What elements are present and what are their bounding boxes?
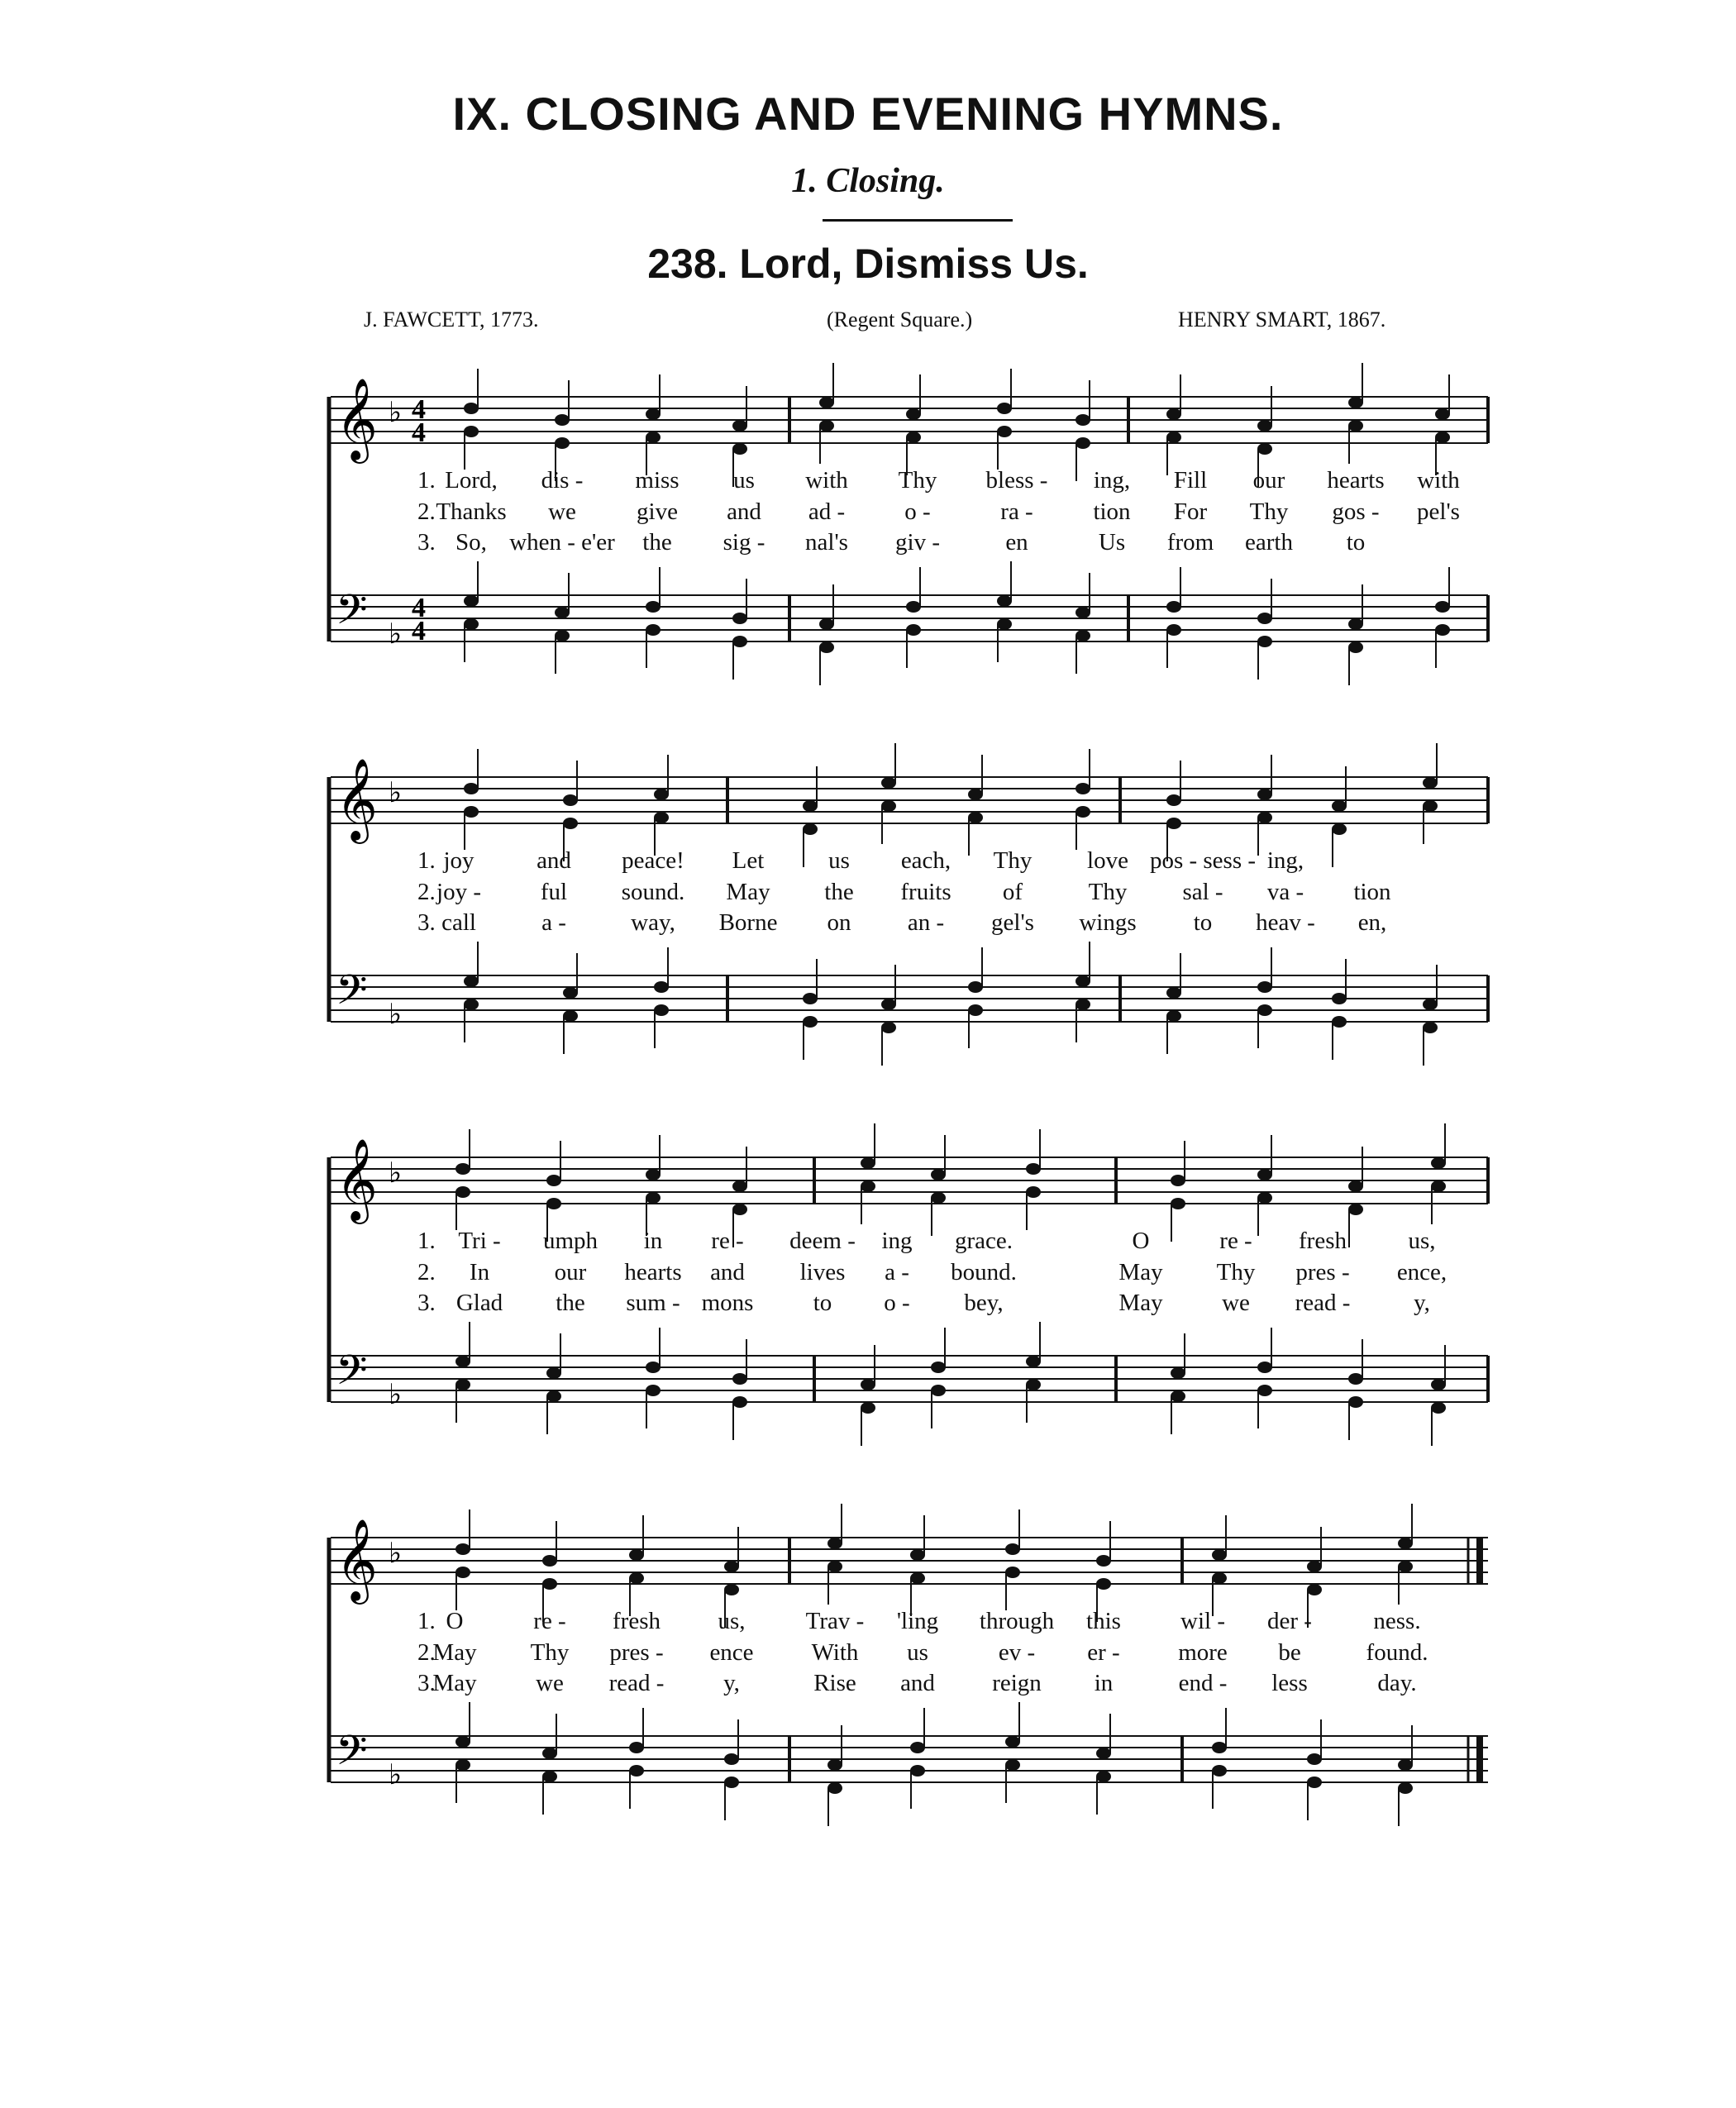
lyric-syllable: O	[1132, 1228, 1150, 1254]
lyric-line-verse-1	[0, 847, 1736, 877]
treble-clef-icon: 𝄞	[336, 1138, 378, 1221]
lyric-syllable: more	[1178, 1639, 1228, 1666]
verse-number: 1.	[417, 1608, 436, 1634]
lyric-syllable: hearts	[624, 1259, 682, 1285]
lyric-syllable: ence,	[1396, 1259, 1447, 1285]
lyric-syllable: wil -	[1180, 1608, 1225, 1634]
lyric-line-verse-1	[0, 1228, 1736, 1257]
lyric-syllable: en	[1005, 529, 1028, 556]
lyric-syllable: Borne	[718, 909, 778, 936]
lyric-syllable: sound.	[621, 879, 685, 905]
flat-icon: ♭	[389, 1157, 403, 1190]
lyric-syllable: be	[1278, 1639, 1301, 1666]
time-signature: 4	[412, 593, 426, 623]
verse-number: 1.	[417, 847, 436, 874]
lyric-syllable: the	[642, 529, 672, 556]
lyric-syllable: ness.	[1373, 1608, 1421, 1634]
lyric-syllable: we	[548, 498, 576, 525]
lyric-syllable: o -	[904, 498, 931, 525]
lyric-syllable: va -	[1266, 879, 1304, 905]
lyric-syllable: this	[1086, 1608, 1121, 1634]
lyric-syllable: wings	[1079, 909, 1137, 936]
lyric-syllable: end -	[1178, 1670, 1228, 1696]
lyric-syllable: call	[441, 909, 476, 936]
lyric-syllable: gel's	[991, 909, 1034, 936]
lyric-syllable: when - e'er	[509, 529, 615, 556]
lyric-syllable: in	[643, 1228, 663, 1254]
lyric-syllable: Thanks	[436, 498, 507, 525]
lyric-syllable: bound.	[951, 1259, 1017, 1285]
lyric-syllable: ing,	[1093, 467, 1131, 494]
lyric-syllable: Thy	[993, 847, 1033, 874]
bass-clef-icon: 𝄢	[336, 1727, 368, 1785]
bass-clef-icon: 𝄢	[336, 586, 368, 644]
lyric-syllable: love	[1087, 847, 1128, 874]
music-credit: HENRY SMART, 1867.	[1178, 308, 1386, 331]
bass-staff	[331, 975, 1488, 1022]
lyric-syllable: peace!	[622, 847, 684, 874]
lyric-syllable: May	[432, 1670, 477, 1696]
lyric-syllable: us,	[718, 1608, 746, 1634]
time-signature: 4	[412, 616, 426, 646]
lyric-syllable: found.	[1366, 1639, 1428, 1666]
verse-number: 3.	[417, 909, 436, 936]
lyric-syllable: fresh	[1299, 1228, 1347, 1254]
lyric-syllable: re -	[711, 1228, 744, 1254]
lyric-syllable: Thy	[1088, 879, 1128, 905]
lyric-line-verse-2	[0, 1259, 1736, 1289]
lyric-syllable: Lord,	[445, 467, 498, 494]
lyric-syllable: sal -	[1182, 879, 1223, 905]
lyric-syllable: y,	[723, 1670, 740, 1696]
lyric-syllable: through	[979, 1608, 1055, 1634]
lyric-syllable: to	[1346, 529, 1366, 556]
lyric-syllable: way,	[631, 909, 675, 936]
lyric-syllable: our	[1252, 467, 1285, 494]
lyric-syllable: of	[1002, 879, 1023, 905]
treble-clef-icon: 𝄞	[336, 1519, 378, 1601]
lyric-syllable: ad -	[808, 498, 846, 525]
hymn-title: 238. Lord, Dismiss Us.	[647, 241, 1089, 287]
lyric-syllable: gos -	[1332, 498, 1380, 525]
lyric-syllable: with	[1417, 467, 1460, 494]
lyric-syllable: deem -	[789, 1228, 856, 1254]
lyric-line-verse-3	[0, 909, 1736, 939]
time-signature: 4	[412, 417, 426, 448]
lyric-syllable: and	[900, 1670, 935, 1696]
lyric-syllable: tion	[1353, 879, 1391, 905]
lyric-syllable: bey,	[964, 1290, 1004, 1316]
verse-number: 2.	[417, 1259, 436, 1285]
lyric-syllable: Thy	[1249, 498, 1289, 525]
lyric-syllable: hearts	[1327, 467, 1385, 494]
lyric-syllable: bless -	[985, 467, 1048, 494]
lyric-line-verse-2	[0, 879, 1736, 909]
lyric-syllable: to	[1193, 909, 1213, 936]
music-system	[0, 1488, 1736, 1852]
lyric-syllable: us	[907, 1639, 928, 1666]
lyric-syllable: grace.	[954, 1228, 1013, 1254]
lyric-syllable: O	[446, 1608, 464, 1634]
lyric-syllable: In	[469, 1259, 490, 1285]
lyric-syllable: us	[828, 847, 850, 874]
lyric-syllable: der -	[1267, 1608, 1312, 1634]
lyric-syllable: us,	[1408, 1228, 1436, 1254]
lyric-syllable: read -	[1295, 1290, 1351, 1316]
verse-number: 3.	[417, 529, 436, 556]
lyric-syllable: For	[1173, 498, 1208, 525]
lyric-syllable: a -	[541, 909, 566, 936]
lyric-syllable: mons	[701, 1290, 754, 1316]
verse-number: 2.	[417, 498, 436, 525]
lyric-syllable: er -	[1087, 1639, 1120, 1666]
lyric-syllable: ing	[881, 1228, 913, 1254]
flat-icon: ♭	[389, 1758, 403, 1791]
lyric-syllable: joy -	[436, 879, 481, 905]
lyric-syllable: sig -	[723, 529, 765, 556]
lyric-line-verse-3	[0, 1670, 1736, 1700]
lyric-syllable: reign	[992, 1670, 1042, 1696]
bass-clef-icon: 𝄢	[336, 1347, 368, 1405]
lyric-syllable: each,	[900, 847, 951, 874]
verse-number: 3.	[417, 1670, 436, 1696]
verse-number: 1.	[417, 467, 436, 494]
lyric-syllable: and	[710, 1259, 745, 1285]
lyric-syllable: ra -	[1000, 498, 1033, 525]
lyric-syllable: less	[1271, 1670, 1308, 1696]
flat-icon: ♭	[389, 776, 403, 809]
treble-staff	[331, 1157, 1488, 1204]
lyric-syllable: sum -	[626, 1290, 680, 1316]
lyric-syllable: Thy	[1216, 1259, 1256, 1285]
lyric-syllable: o -	[884, 1290, 910, 1316]
lyric-syllable: we	[1222, 1290, 1250, 1316]
verse-number: 2.	[417, 879, 436, 905]
lyric-syllable: Trav -	[805, 1608, 865, 1634]
lyric-syllable: the	[556, 1290, 585, 1316]
lyric-syllable: y,	[1414, 1290, 1430, 1316]
treble-staff	[331, 777, 1488, 823]
lyric-syllable: umph	[542, 1228, 599, 1254]
lyric-syllable: and	[727, 498, 761, 525]
lyric-syllable: With	[811, 1639, 859, 1666]
lyric-syllable: fruits	[900, 879, 951, 905]
lyric-syllable: en,	[1357, 909, 1387, 936]
lyric-syllable: we	[536, 1670, 564, 1696]
verse-number: 2.	[417, 1639, 436, 1666]
lyric-syllable: read -	[608, 1670, 665, 1696]
lyric-syllable: Tri -	[458, 1228, 501, 1254]
lyric-line-verse-3	[0, 529, 1736, 559]
flat-icon: ♭	[389, 396, 403, 429]
lyric-syllable: heav -	[1256, 909, 1315, 936]
lyric-syllable: May	[1118, 1290, 1163, 1316]
lyric-syllable: Glad	[455, 1290, 503, 1316]
music-system	[0, 727, 1736, 1091]
time-signature: 4	[412, 394, 426, 425]
lyric-syllable: ing,	[1266, 847, 1304, 874]
treble-clef-icon: 𝄞	[336, 758, 378, 841]
verse-number: 3.	[417, 1290, 436, 1316]
lyric-syllable: day.	[1377, 1670, 1417, 1696]
lyric-syllable: the	[824, 879, 854, 905]
section-title: IX. CLOSING AND EVENING HYMNS.	[452, 88, 1284, 140]
lyric-syllable: pres -	[1295, 1259, 1350, 1285]
lyric-syllable: in	[1094, 1670, 1114, 1696]
lyric-syllable: ev -	[998, 1639, 1036, 1666]
lyric-line-verse-1	[0, 467, 1736, 497]
flat-icon: ♭	[389, 998, 403, 1031]
music-system	[0, 347, 1736, 711]
lyric-syllable: Us	[1098, 529, 1126, 556]
title-rule	[823, 219, 1013, 222]
lyric-syllable: pres -	[609, 1639, 664, 1666]
lyric-syllable: give	[637, 498, 678, 525]
lyric-syllable: pos - sess -	[1149, 847, 1257, 874]
lyric-syllable: So,	[455, 529, 487, 556]
lyric-syllable: us	[733, 467, 755, 494]
lyric-line-verse-2	[0, 1639, 1736, 1669]
lyric-syllable: May	[1118, 1259, 1163, 1285]
lyric-syllable: Rise	[813, 1670, 856, 1696]
lyric-syllable: an -	[907, 909, 945, 936]
lyric-syllable: fresh	[613, 1608, 661, 1634]
lyric-syllable: and	[537, 847, 571, 874]
lyric-syllable: 'ling	[896, 1608, 939, 1634]
flat-icon: ♭	[389, 1537, 403, 1570]
lyric-syllable: with	[805, 467, 848, 494]
lyric-syllable: earth	[1245, 529, 1293, 556]
bass-clef-icon: 𝄢	[336, 966, 368, 1024]
music-system	[0, 1108, 1736, 1471]
tune-name: (Regent Square.)	[827, 308, 973, 331]
lyric-syllable: our	[554, 1259, 587, 1285]
treble-clef-icon: 𝄞	[336, 378, 378, 460]
lyric-syllable: giv -	[895, 529, 940, 556]
lyric-syllable: re -	[533, 1608, 566, 1634]
words-credit: J. FAWCETT, 1773.	[364, 308, 539, 331]
lyric-syllable: dis -	[541, 467, 584, 494]
bass-staff	[331, 1356, 1488, 1402]
lyric-syllable: a -	[885, 1259, 909, 1285]
lyric-syllable: May	[432, 1639, 477, 1666]
lyric-syllable: pel's	[1417, 498, 1460, 525]
lyric-syllable: miss	[635, 467, 680, 494]
lyric-syllable: Let	[732, 847, 765, 874]
lyric-syllable: joy	[443, 847, 475, 874]
flat-icon: ♭	[389, 618, 403, 651]
lyric-line-verse-3	[0, 1290, 1736, 1319]
lyric-line-verse-2	[0, 498, 1736, 528]
lyric-syllable: to	[813, 1290, 832, 1316]
subsection-title: 1. Closing.	[791, 162, 945, 200]
lyric-syllable: tion	[1093, 498, 1131, 525]
lyric-syllable: Thy	[530, 1639, 570, 1666]
lyric-syllable: nal's	[805, 529, 848, 556]
lyric-syllable: lives	[799, 1259, 846, 1285]
flat-icon: ♭	[389, 1378, 403, 1411]
lyric-syllable: on	[827, 909, 851, 936]
lyric-line-verse-1	[0, 1608, 1736, 1638]
lyric-syllable: Thy	[898, 467, 937, 494]
lyric-syllable: ence	[709, 1639, 754, 1666]
lyric-syllable: re -	[1219, 1228, 1252, 1254]
lyric-syllable: Fill	[1173, 467, 1208, 494]
lyric-syllable: from	[1166, 529, 1214, 556]
lyric-syllable: ful	[540, 879, 568, 905]
lyric-syllable: May	[726, 879, 770, 905]
verse-number: 1.	[417, 1228, 436, 1254]
